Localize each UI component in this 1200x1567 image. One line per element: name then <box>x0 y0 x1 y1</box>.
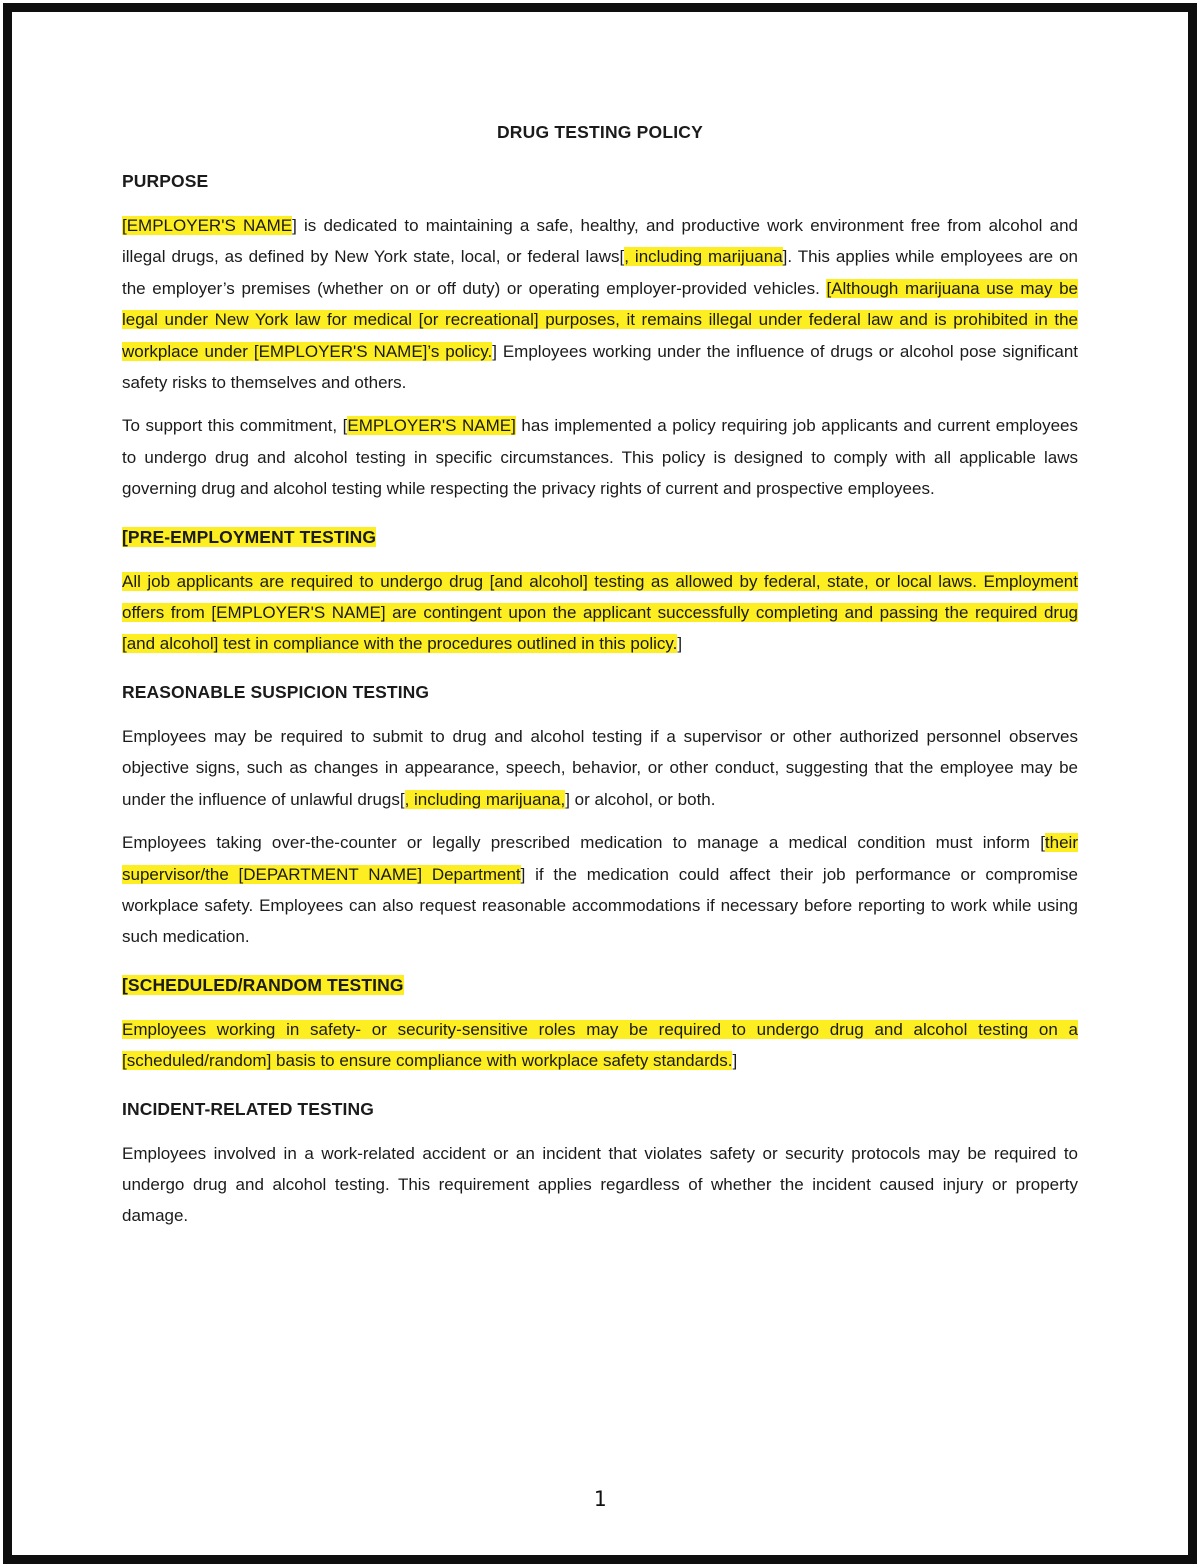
text-run: REASONABLE SUSPICION TESTING <box>122 681 430 702</box>
text-run: ]. This applies while employees are on the employer’s premises (whether on or off duty) or operating employer-provided vehicles. <box>122 247 1079 298</box>
highlighted-text-run: [EMPLOYER'S NAME <box>122 216 293 235</box>
paragraph <box>122 721 1078 815</box>
highlighted-text-run: their supervisor/the [DEPARTMENT NAME] Department <box>122 833 1078 884</box>
highlighted-text-run: , including marijuana <box>624 247 783 267</box>
paragraph <box>122 827 1078 953</box>
document-body <box>122 170 1078 1232</box>
paragraph <box>122 210 1078 398</box>
highlighted-text-run: [SCHEDULED/RANDOM TESTING <box>122 974 404 995</box>
text-run: INCIDENT-RELATED TESTING <box>122 1098 374 1119</box>
paragraph <box>122 1014 1078 1077</box>
text-run: To support this commitment, [ <box>122 416 348 436</box>
text-run: Employees may be required to submit to drug and alcohol testing if a supervisor or other authorized personnel observes objective signs, such as changes in appearance, speech, behavior, or other conduct, suggesting that the employee may be under the influence of unlawful drugs[ <box>122 726 1078 809</box>
document-content <box>12 12 1188 1232</box>
paragraph <box>122 410 1078 504</box>
text-run: PURPOSE <box>122 171 209 191</box>
highlighted-text-run: [PRE-EMPLOYMENT TESTING <box>122 526 377 547</box>
paragraph <box>122 566 1078 660</box>
document-title: DRUG TESTING POLICY <box>496 122 704 142</box>
text-run: ] <box>732 1051 738 1071</box>
text-run: ] if the medication could affect their job performance or compromise workplace safety. Employees can also request reasonable accommodations if necessary before reporting to work while using such medication. <box>122 864 1078 947</box>
text-run: ] is dedicated to maintaining a safe, healthy, and productive work environment free from alcohol and illegal drugs, as defined by New York state, local, or federal laws[ <box>122 216 1078 267</box>
section-heading <box>122 974 1078 996</box>
text-run: ] Employees working under the influence of drugs or alcohol pose significant safety risks to themselves and others. <box>122 341 1078 393</box>
text-run: ] or alcohol, or both. <box>565 789 716 809</box>
text-run: ] <box>677 634 683 654</box>
document-page <box>3 3 1197 1564</box>
section-heading <box>122 1098 1078 1120</box>
text-run: Employees taking over-the-counter or legally prescribed medication to manage a medical condition must inform [ <box>122 833 1045 853</box>
text-run: has implemented a policy requiring job applicants and current employees to undergo drug and alcohol testing in specific circumstances. This policy is designed to comply with all applicable laws governing drug and alcohol testing while respecting the privacy rights of current and prospective employees. <box>122 416 1078 499</box>
paragraph <box>122 1138 1078 1232</box>
highlighted-text-run: , including marijuana, <box>404 789 566 809</box>
highlighted-text-run: [Although marijuana use may be legal under New York law for medical [or recreational] purposes, it remains illegal under federal law and is prohibited in the workplace under [EMPLOYER'S NAME]’s policy. <box>122 278 1079 361</box>
page-number: 1 <box>593 1487 607 1511</box>
section-heading <box>122 526 1078 548</box>
highlighted-text-run: Employees working in safety- or security-sensitive roles may be required to undergo drug and alcohol testing on a [scheduled/random] basis to ensure compliance with workplace safety standards. <box>122 1019 1078 1071</box>
text-run: Employees involved in a work-related accident or an incident that violates safety or security protocols may be required to undergo drug and alcohol testing. This requirement applies regardless of whether the incident caused injury or property damage. <box>122 1143 1078 1226</box>
highlighted-text-run: EMPLOYER'S NAME] <box>347 416 516 436</box>
section-heading <box>122 170 1078 192</box>
section-heading <box>122 681 1078 703</box>
highlighted-text-run: All job applicants are required to undergo drug [and alcohol] testing as allowed by federal, state, or local laws. Employment offers from [EMPLOYER'S NAME] are contingent upon the applicant successfully completing and passing the required drug [and alcohol] test in compliance with the procedures outlined in this policy. <box>122 571 1078 654</box>
